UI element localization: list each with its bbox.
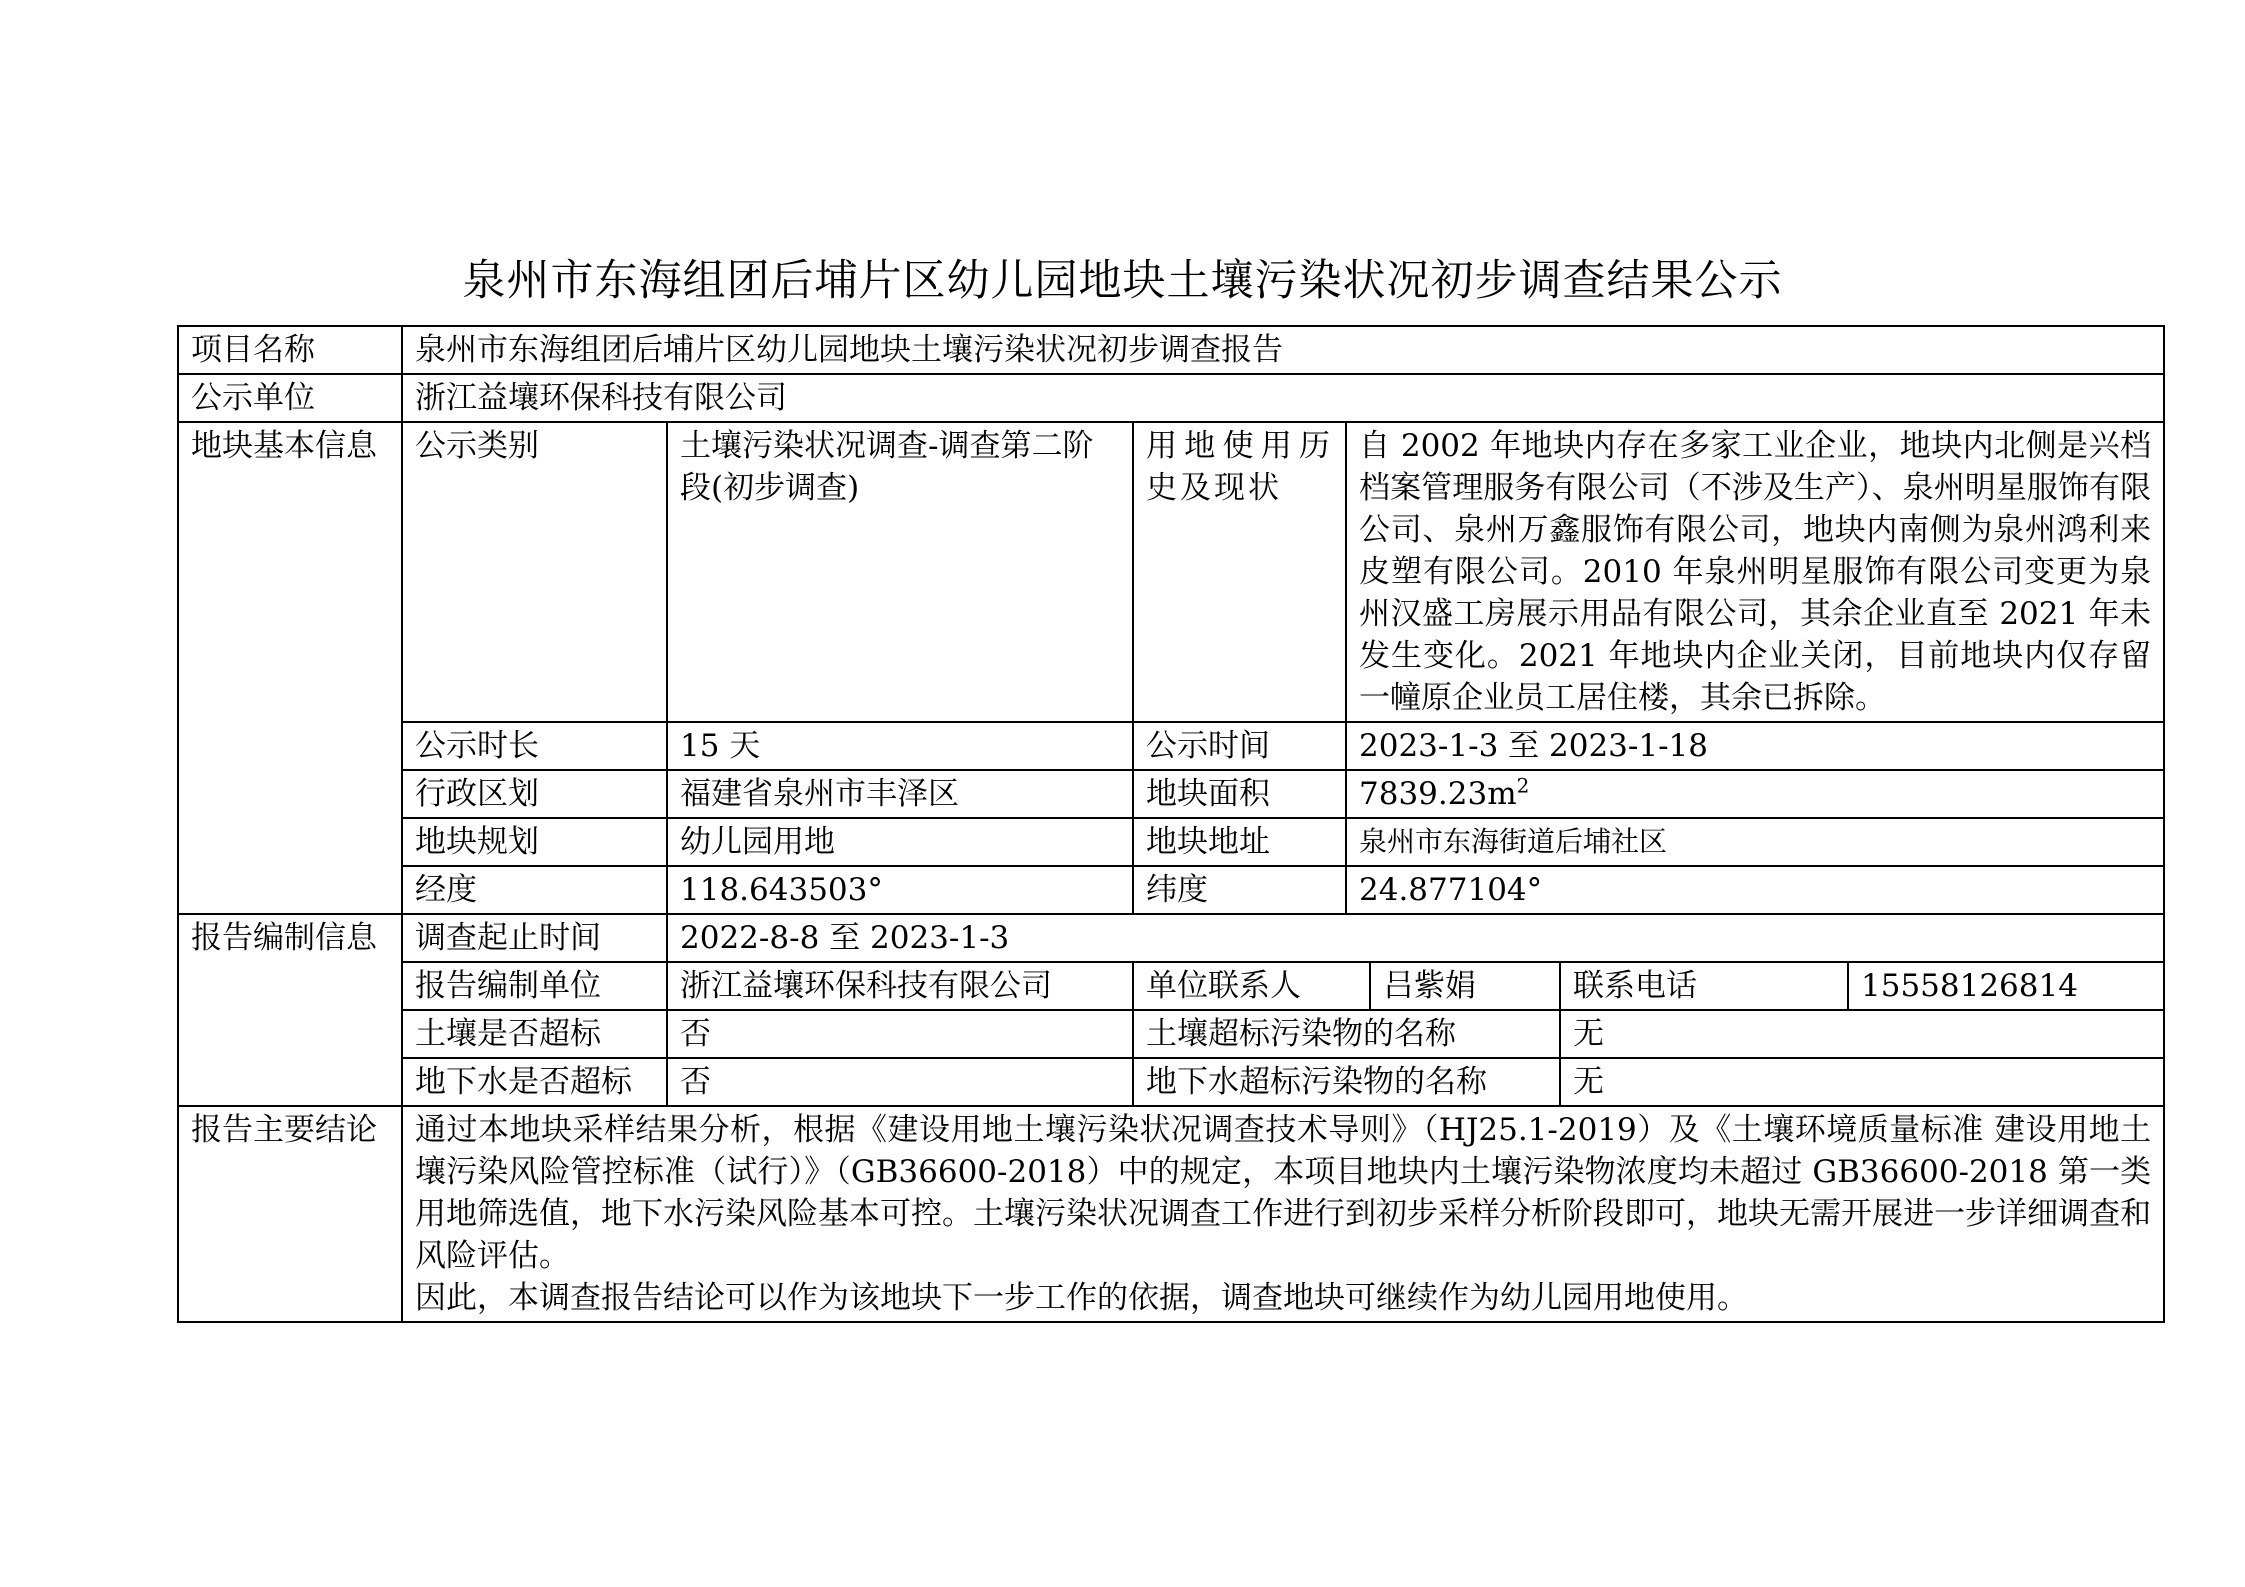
- district-value: 福建省泉州市丰泽区: [667, 770, 1133, 818]
- water-exceed-label: 地下水是否超标: [402, 1058, 667, 1106]
- address-value: 泉州市东海街道后埔社区: [1346, 818, 2164, 866]
- row-water-exceed: [178, 1058, 2164, 1106]
- row-duration: [178, 722, 2164, 770]
- contact-value: 吕紫娟: [1370, 962, 1560, 1010]
- soil-pollutant-value: 无: [1560, 1010, 2164, 1058]
- survey-time-value: 2022-8-8 至 2023-1-3: [667, 914, 2164, 962]
- report-org-label: 报告编制单位: [402, 962, 667, 1010]
- row-unit: [178, 374, 2164, 422]
- longitude-value: 118.643503°: [667, 866, 1133, 914]
- unit-label: 公示单位: [178, 374, 402, 422]
- conclusion-paragraph-1: 通过本地块采样结果分析，根据《建设用地土壤污染状况调查技术导则》（HJ25.1-2019）及《土壤环境质量标准 建设用地土壤污染风险管控标准（试行）》（GB36600-2018）中的规定，本项目地块内土壤污染物浓度均未超过 GB36600-2018 第一类用地筛选值，地下水污染风险基本可控。土壤污染状况调查工作进行到初步采样分析阶段即可，地块无需开展进一步详细调查和风险评估。: [415, 1112, 2152, 1274]
- row-project: [178, 326, 2164, 374]
- row-category: [178, 422, 2164, 722]
- latitude-value: 24.877104°: [1346, 866, 2164, 914]
- row-soil-exceed: [178, 1010, 2164, 1058]
- row-district: [178, 770, 2164, 818]
- row-survey-time: [178, 914, 2164, 962]
- page-title: 泉州市东海组团后埔片区幼儿园地块土壤污染状况初步调查结果公示: [462, 256, 1783, 306]
- soil-exceed-value: 否: [667, 1010, 1133, 1058]
- conclusion-paragraph-2: 因此，本调查报告结论可以作为该地块下一步工作的依据，调查地块可继续作为幼儿园用地使用。: [415, 1280, 1748, 1316]
- duration-value: 15 天: [667, 722, 1133, 770]
- soil-pollutant-label: 土壤超标污染物的名称: [1133, 1010, 1560, 1058]
- history-value: 自 2002 年地块内存在多家工业企业，地块内北侧是兴档档案管理服务有限公司（不涉及生产）、泉州明星服饰有限公司、泉州万鑫服饰有限公司，地块内南侧为泉州鸿利来皮塑有限公司。2010 年泉州明星服饰有限公司变更为泉州汉盛工房展示用品有限公司，其余企业直至 2021 年未发生变化。2021 年地块内企业关闭，目前地块内仅存留一幢原企业员工居住楼，其余已拆除。: [1346, 422, 2164, 722]
- water-pollutant-value: 无: [1560, 1058, 2164, 1106]
- district-label: 行政区划: [402, 770, 667, 818]
- unit-value: 浙江益壤环保科技有限公司: [402, 374, 2164, 422]
- plan-label: 地块规划: [402, 818, 667, 866]
- row-coordinates: [178, 866, 2164, 914]
- conclusion-cell: [402, 1106, 2164, 1322]
- area-label: 地块面积: [1133, 770, 1346, 818]
- area-value: 7839.23m: [1359, 776, 1517, 812]
- water-exceed-value: 否: [667, 1058, 1133, 1106]
- area-unit-superscript: 2: [1516, 773, 1530, 798]
- row-report-org: [178, 962, 2164, 1010]
- history-label: 用地使用历史及现状: [1133, 422, 1346, 722]
- project-label: 项目名称: [178, 326, 402, 374]
- plan-value: 幼儿园用地: [667, 818, 1133, 866]
- row-plan: [178, 818, 2164, 866]
- report-org-value: 浙江益壤环保科技有限公司: [667, 962, 1133, 1010]
- phone-value: 15558126814: [1848, 962, 2164, 1010]
- area-cell: [1346, 770, 2164, 818]
- longitude-label: 经度: [402, 866, 667, 914]
- phone-label: 联系电话: [1560, 962, 1848, 1010]
- period-value: 2023-1-3 至 2023-1-18: [1346, 722, 2164, 770]
- disclosure-table: [177, 325, 2165, 1323]
- contact-label: 单位联系人: [1133, 962, 1370, 1010]
- report-info-section-label: 报告编制信息: [178, 914, 402, 1106]
- survey-time-label: 调查起止时间: [402, 914, 667, 962]
- category-value: 土壤污染状况调查-调查第二阶段(初步调查): [667, 422, 1133, 722]
- conclusion-label: 报告主要结论: [178, 1106, 402, 1322]
- soil-exceed-label: 土壤是否超标: [402, 1010, 667, 1058]
- category-label: 公示类别: [402, 422, 667, 722]
- project-value: 泉州市东海组团后埔片区幼儿园地块土壤污染状况初步调查报告: [402, 326, 2164, 374]
- water-pollutant-label: 地下水超标污染物的名称: [1133, 1058, 1560, 1106]
- duration-label: 公示时长: [402, 722, 667, 770]
- latitude-label: 纬度: [1133, 866, 1346, 914]
- address-label: 地块地址: [1133, 818, 1346, 866]
- row-conclusion: [178, 1106, 2164, 1322]
- period-label: 公示时间: [1133, 722, 1346, 770]
- site-info-section-label: 地块基本信息: [178, 422, 402, 914]
